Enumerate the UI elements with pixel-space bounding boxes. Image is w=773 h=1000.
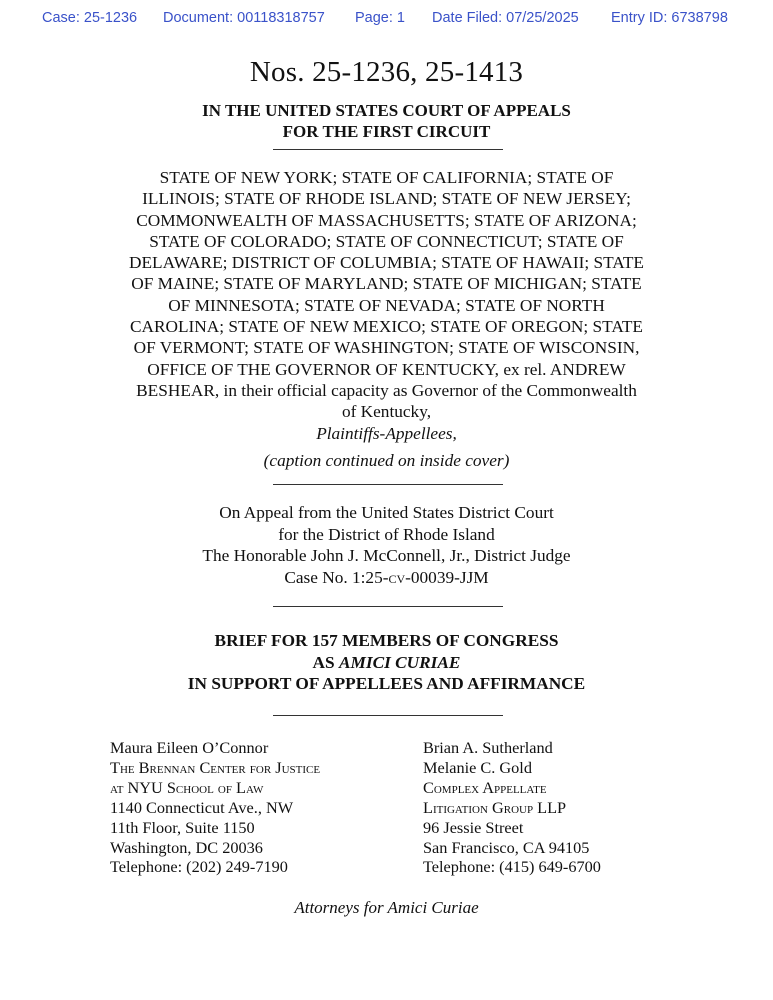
case-caption xyxy=(88,167,685,471)
divider xyxy=(273,715,503,716)
case-number: Case: 25-1236 xyxy=(42,10,138,26)
document-number: Document: 00118318757 xyxy=(163,10,325,26)
firm-name: The Brennan Center for Justice xyxy=(110,757,321,777)
court-name xyxy=(0,100,773,142)
divider xyxy=(273,606,503,607)
brief-line-3: IN SUPPORT OF APPELLEES AND AFFIRMANCE xyxy=(187,674,586,693)
address-line: 11th Floor, Suite 1150 xyxy=(110,817,255,837)
brief-title xyxy=(0,630,773,695)
attorney-name: Melanie C. Gold xyxy=(423,757,532,777)
address-line: 96 Jessie Street xyxy=(423,817,524,837)
attorney-block-right xyxy=(423,738,601,877)
caption-line: DELAWARE; DISTRICT OF COLUMBIA; STATE OF HAWAII; STATE xyxy=(129,253,644,273)
caption-line: ILLINOIS; STATE OF RHODE ISLAND; STATE OF NEW JERSEY; xyxy=(142,189,631,209)
city-line: Washington, DC 20036 xyxy=(110,837,263,857)
caption-line: STATE OF COLORADO; STATE OF CONNECTICUT; STATE OF xyxy=(149,231,624,251)
court-line-2: FOR THE FIRST CIRCUIT xyxy=(282,122,491,141)
attorney-block-left xyxy=(110,738,320,877)
party-role: Plaintiffs-Appellees, xyxy=(316,423,457,443)
attorney-name: Maura Eileen O’Connor xyxy=(110,738,269,757)
caption-line: COMMONWEALTH OF MASSACHUSETTS; STATE OF ARIZONA; xyxy=(136,210,637,230)
phone-line: Telephone: (202) 249-7190 xyxy=(110,857,288,877)
phone-line: Telephone: (415) 649-6700 xyxy=(423,857,601,877)
appeal-info xyxy=(0,502,773,588)
caption-line: BESHEAR, in their official capacity as Governor of the Commonwealth xyxy=(136,380,637,400)
caption-line: of Kentucky, xyxy=(341,402,432,422)
page-number: Page: 1 xyxy=(355,10,405,26)
caption-continued-note: (caption continued on inside cover) xyxy=(263,450,510,470)
district-case-number: Case No. 1:25-cv-00039-JJM xyxy=(284,567,489,587)
appeal-line-1: On Appeal from the United States District Court xyxy=(219,503,554,522)
brief-line-2: AS AMICI CURIAE xyxy=(312,652,461,672)
firm-name-cont: Litigation Group LLP xyxy=(423,797,567,817)
divider xyxy=(273,149,503,150)
brief-line-1: BRIEF FOR 157 MEMBERS OF CONGRESS xyxy=(214,631,559,650)
firm-name: Complex Appellate xyxy=(423,777,547,797)
entry-id: Entry ID: 6738798 xyxy=(611,10,728,26)
caption-line: STATE OF NEW YORK; STATE OF CALIFORNIA; STATE OF xyxy=(159,168,614,187)
divider xyxy=(273,484,503,485)
caption-line: OF MINNESOTA; STATE OF NEVADA; STATE OF NORTH xyxy=(168,295,605,315)
caption-line: CAROLINA; STATE OF NEW MEXICO; STATE OF OREGON; STATE xyxy=(129,317,643,337)
caption-line: OFFICE OF THE GOVERNOR OF KENTUCKY, ex rel. ANDREW xyxy=(147,359,626,379)
appeal-line-2: for the District of Rhode Island xyxy=(278,524,495,544)
address-line: 1140 Connecticut Ave., NW xyxy=(110,797,294,817)
attorneys-for-label: Attorneys for Amici Curiae xyxy=(294,898,479,917)
caption-line: OF MAINE; STATE OF MARYLAND; STATE OF MICHIGAN; STATE xyxy=(131,274,642,294)
attorney-name: Brian A. Sutherland xyxy=(423,738,553,757)
city-line: San Francisco, CA 94105 xyxy=(423,837,590,857)
judge-line: The Honorable John J. McConnell, Jr., District Judge xyxy=(202,546,571,565)
docket-numbers: Nos. 25-1236, 25-1413 xyxy=(249,56,524,88)
court-line-1: IN THE UNITED STATES COURT OF APPEALS xyxy=(202,101,571,120)
caption-line: OF VERMONT; STATE OF WASHINGTON; STATE OF WISCONSIN, xyxy=(133,338,640,358)
date-filed: Date Filed: 07/25/2025 xyxy=(432,10,579,26)
firm-name-cont: at NYU School of Law xyxy=(110,777,264,797)
